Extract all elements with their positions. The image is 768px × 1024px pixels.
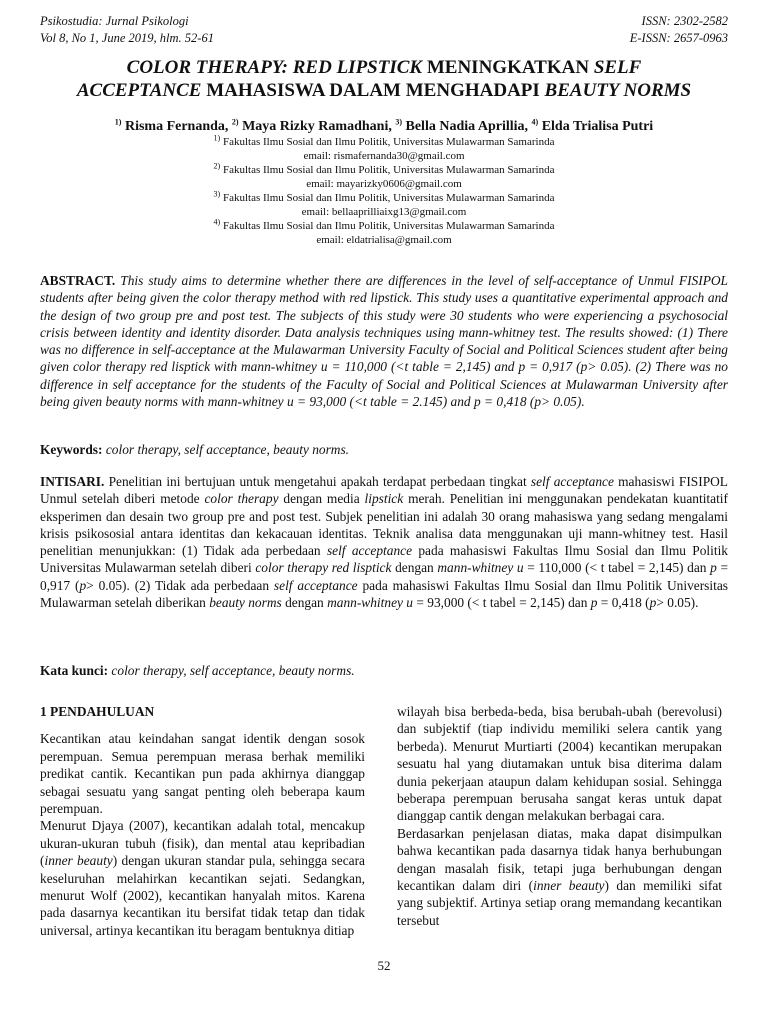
author-name: Maya Rizky Ramadhani, — [238, 119, 396, 134]
intisari-label: INTISARI. — [40, 474, 105, 489]
journal-name: Psikostudia: Jurnal Psikologi — [40, 14, 189, 28]
intisari-italic: beauty norms — [209, 595, 282, 611]
paper-title — [30, 56, 738, 102]
author-list — [30, 118, 738, 136]
intisari-text: pada mahasiswi Fakultas Ilmu Sosial dan Ilmu Politik Universitas Mulawarman setelah diberi — [40, 543, 729, 576]
intisari-italic: self acceptance — [326, 543, 413, 559]
keywords-text: color therapy, self acceptance, beauty norms. — [102, 442, 350, 457]
intisari — [40, 473, 728, 611]
author-name: Elda Trialisa Putri — [538, 119, 654, 134]
intisari-italic: mann-whitney u — [437, 560, 524, 576]
title-part: BEAUTY NORMS — [544, 80, 692, 101]
intisari-italic: lipstick — [364, 491, 404, 507]
intisari-text: dengan media — [278, 491, 365, 507]
affiliation-institution: Fakultas Ilmu Sosial dan Ilmu Politik, Universitas Mulawarman Samarinda — [220, 136, 555, 148]
paragraph — [40, 817, 365, 939]
intisari-italic: p — [79, 577, 87, 593]
intisari-text: Penelitian ini bertujuan untuk mengetahui apakah terdapat perbedaan tingkat — [104, 474, 531, 489]
affiliation-institution: Fakultas Ilmu Sosial dan Ilmu Politik, Universitas Mulawarman Samarinda — [220, 164, 555, 176]
intisari-text: = 0,418 ( — [597, 595, 650, 611]
intisari-italic: p — [590, 595, 598, 611]
author-name: Bella Nadia Aprillia, — [402, 119, 532, 134]
affiliation-institution: Fakultas Ilmu Sosial dan Ilmu Politik, Universitas Mulawarman Samarinda — [220, 220, 555, 232]
intisari-italic: color therapy — [204, 491, 279, 507]
intisari-text: = 93,000 (< t tabel = 2,145) dan — [413, 595, 591, 611]
title-part: MENINGKATKAN — [422, 57, 594, 78]
intisari-italic: self acceptance — [530, 474, 614, 489]
paragraph-text: Berdasarkan penjelasan diatas, maka dapat disimpulkan bahwa kecantikan pada dasarnya tidak hanya berhubungan dengan masalah fisik, tetapi juga berhubungan dengan kecantikan dalam diri ( — [397, 825, 722, 894]
abstract-label: ABSTRACT. — [40, 273, 116, 288]
affiliation-marker: 4) — [213, 217, 221, 227]
intisari-italic: color therapy red lisptick — [255, 560, 392, 576]
paragraph-text: ) dan memiliki sifat yang subjektif. Artinya setiap orang memandang kecantikan tersebut — [397, 878, 723, 928]
intisari-text: > 0.05). (2) Tidak ada perbedaan — [86, 577, 274, 593]
affiliation-email: email: bellaaprilliaixg13@gmail.com — [301, 206, 467, 218]
eissn: E-ISSN: 2657-0963 — [629, 31, 728, 45]
affiliations — [30, 135, 738, 247]
volume-info: Vol 8, No 1, June 2019, hlm. 52-61 — [40, 31, 214, 45]
author-marker: 4) — [531, 117, 539, 127]
affiliation-institution: Fakultas Ilmu Sosial dan Ilmu Politik, Universitas Mulawarman Samarinda — [220, 192, 555, 204]
section-heading: 1 PENDAHULUAN — [40, 704, 155, 719]
abstract-text: This study aims to determine whether there are differences in the level of self-acceptance of Unmul FISIPOL students after being given the color therapy method with red lipstick. This study uses a quantitative experimental approach and the design of two group pre and post test. The subjects of this study were 30 students who were experiencing a psychosocial crisis between identity and identity disorder. Data analysis techniques using mann-whitney test. The results showed: (1) There was no difference in self-acceptance at the Mulawarman University Faculty of Social and Political Sciences student after being given color therapy red lisptick with mann-whitney u = 110,000 (<t table = 2,145) and p = 0,917 (p> 0.05). (2) There was no difference in self acceptance for the students of the Faculty of Social and Political Sciences at Mulawarman University after being given beauty norms with mann-whitney u = 93,000 (<t table = 2.145) and p = 0,418 (p> 0.05). — [40, 273, 728, 410]
keywords — [40, 441, 728, 458]
keywords-label: Keywords: — [40, 442, 103, 457]
affiliation-marker: 3) — [213, 189, 221, 199]
title-part: MAHASISWA DALAM MENGHADAPI — [201, 80, 545, 101]
intisari-italic: self acceptance — [273, 577, 358, 593]
author-marker: 1) — [114, 117, 122, 127]
affiliation-email: email: eldatrialisa@gmail.com — [316, 234, 452, 246]
kata-kunci — [40, 662, 728, 679]
intisari-italic: mann-whitney u — [327, 595, 414, 611]
paragraph-text: Menurut Djaya (2007), kecantikan adalah total, mencakup ukuran-ukuran tubuh (fisik), dan mental atau kepribadian ( — [40, 818, 365, 869]
author-marker: 3) — [395, 117, 402, 127]
running-header-left — [40, 13, 214, 47]
intisari-text: > 0.05). — [656, 595, 699, 611]
intisari-text: = 110,000 (< t tabel = 2,145) dan — [523, 560, 711, 576]
title-part: COLOR THERAPY: RED LIPSTICK — [126, 57, 423, 78]
affiliation-line — [30, 135, 738, 149]
affiliation-line — [30, 191, 738, 205]
left-column — [40, 703, 365, 939]
paragraph: wilayah bisa berbeda-beda, bisa berubah-ubah (berevolusi) dan subjektif (tiap individu memiliki selera cantik yang berbeda). Menurut Murtiarti (2004) kecantikan merupakan sesuatu hal yang diutamakan untuk bisa diterima dalam dunia pekerjaan ataupun dalam kehidupan sosial. Sehingga beberapa perempuan berusaha sangat keras untuk dapat dianggap cantik dengan melakukan berbagai cara. — [397, 704, 722, 824]
intisari-text: pada mahasiswi Fakultas Ilmu Sosial dan Ilmu Politik Universitas Mulawarman setelah diberikan — [40, 577, 728, 611]
affiliation-email: email: mayarizky0606@gmail.com — [306, 178, 462, 190]
affiliation-email: email: rismafernanda30@gmail.com — [303, 150, 465, 162]
page-number: 52 — [377, 958, 391, 973]
affiliation-line — [30, 219, 738, 233]
paragraph — [397, 825, 722, 929]
intisari-text: = 0,917 ( — [40, 560, 728, 593]
intisari-italic: p — [649, 595, 657, 611]
issn: ISSN: 2302-2582 — [641, 14, 728, 28]
kata-kunci-label: Kata kunci: — [40, 663, 109, 678]
paragraph-italic: inner beauty — [533, 878, 605, 894]
author-name: Risma Fernanda, — [121, 119, 232, 134]
intisari-italic: p — [710, 560, 717, 576]
paragraph: Kecantikan atau keindahan sangat identik dengan sosok perempuan. Semua perempuan merasa berhak memiliki predikat cantik. Kecantikan pun pada akhirnya dianggap sebagai sesuatu yang sangat penting oleh beberapa kaum perempuan. — [40, 731, 365, 817]
affiliation-marker: 2) — [213, 161, 221, 171]
right-column — [397, 703, 722, 929]
paragraph-text: ) dengan ukuran standar pula, sehingga secara keseluruhan melahirkan kecantikan sejati. Sedangkan, menurut Wolf (2002), kecantikan hanyalah mitos. Karena pada dasarnya kecantikan itu bersifat tidak tetap dan tidak universal, artinya kecantikan itu beragam bentuknya ditiap — [40, 853, 365, 938]
author-marker: 2) — [231, 117, 239, 127]
intisari-text: dengan — [391, 560, 438, 576]
intisari-text: merah. Penelitian ini menggunakan pendekatan kuantitatif eksperimen dan desain two group pre and post test. Subjek penelitian ini adalah 30 orang mahasiswa yang sedang mengalami krisis psikososial antara identitas dan kekacauan identitas. Teknik analisa data menggunakan uji mann-whitney test. Hasil penelitian menunjukkan: (1) Tidak ada perbedaan — [40, 491, 728, 559]
title-part: ACCEPTANCE — [76, 80, 202, 101]
affiliation-line — [30, 163, 738, 177]
abstract — [40, 272, 728, 410]
affiliation-marker: 1) — [213, 133, 221, 143]
intisari-text: mahasiswi FISIPOL Unmul setelah diberi metode — [40, 474, 728, 507]
paragraph-italic: inner beauty — [44, 853, 113, 869]
title-part: SELF — [593, 57, 642, 78]
running-header-right — [630, 13, 728, 47]
intisari-text: dengan — [281, 595, 328, 611]
kata-kunci-text: color therapy, self acceptance, beauty norms. — [108, 663, 355, 678]
